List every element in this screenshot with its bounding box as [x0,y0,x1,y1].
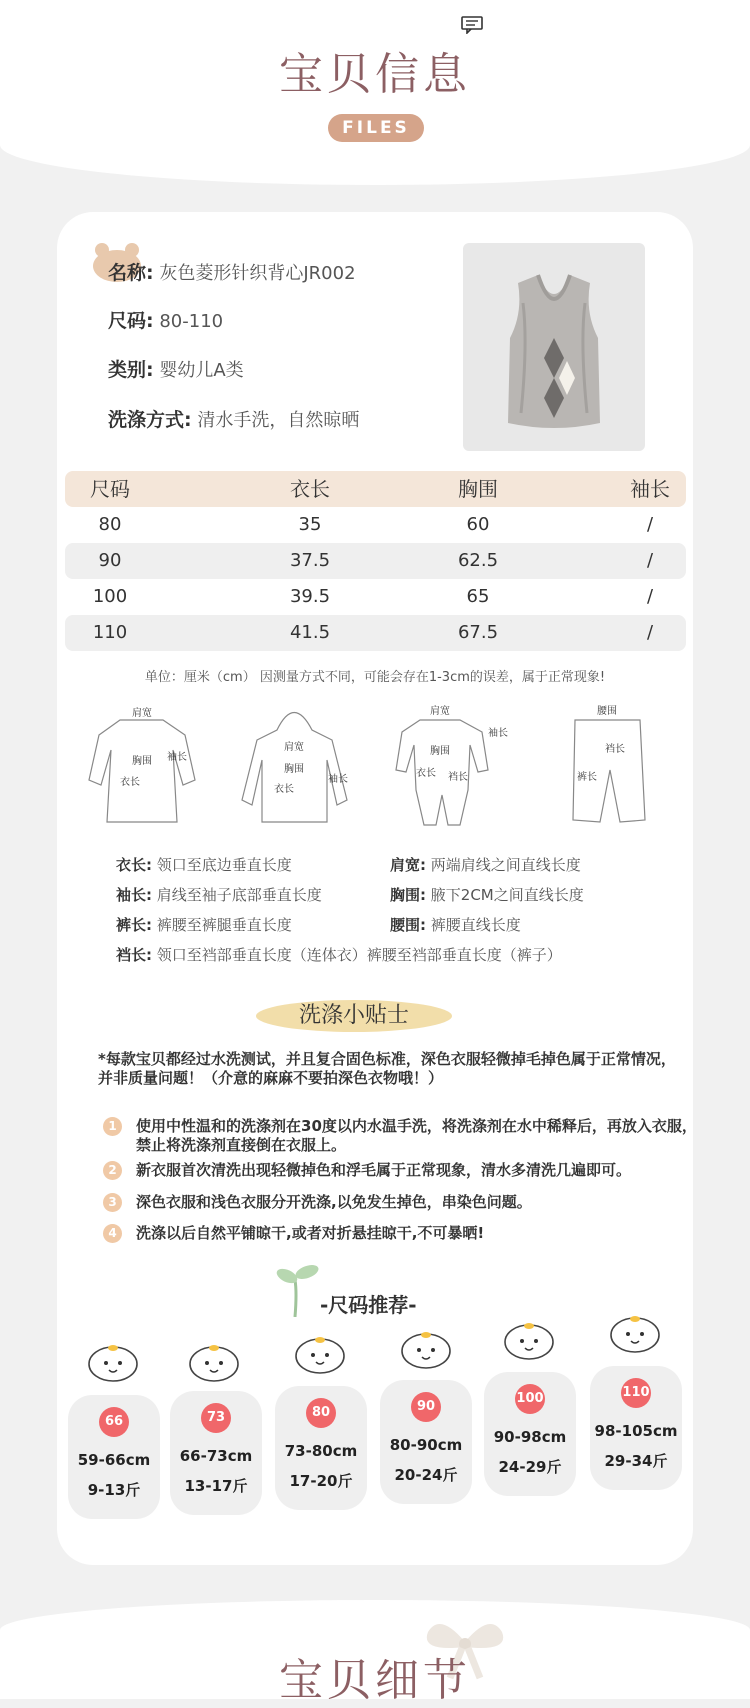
size-card-100[interactable] [484,1372,576,1496]
fig1-sleeve-label: 袖长 [167,752,187,763]
size-badge: 66 [99,1407,129,1437]
th-size: 尺码 [90,477,130,501]
sprout-icon [275,1262,325,1317]
cell: 110 [92,622,128,643]
size-height: 90-98cm [493,1428,567,1446]
tip-number: 2 [103,1161,122,1180]
th-length: 衣长 [290,477,330,501]
category-label: 类别: [108,359,154,381]
def-label: 裤长: [116,916,152,934]
info-category [108,355,244,382]
files-badge: FILES [328,114,424,142]
size-weight: 13-17斤 [184,1477,248,1495]
name-label: 名称: [108,262,154,284]
tip-text: 使用中性温和的洗涤剂在30度以内水温手洗，将洗涤剂在水中稀释后，再放入衣服，禁止将洗涤剂直接倒在衣服上。 [136,1117,697,1154]
tip-text: 新衣服首次清洗出现轻微掉色和浮毛属于正常现象，清水多清洗几遍即可。 [136,1161,632,1179]
size-value: 80-110 [159,311,224,332]
fig3-top-label: 肩宽 [430,706,450,717]
def-sleeve [116,884,322,905]
table-row [65,507,686,543]
measurement-note: 单位：厘米（cm） 因测量方式不同，可能会存在1-3cm的误差，属于正常现象! [144,670,606,685]
size-label: 尺码: [108,310,154,332]
cell: 67.5 [457,622,499,643]
def-text: 裤腰直线长度 [430,916,521,934]
size-height: 80-90cm [389,1436,463,1454]
cell: 41.5 [289,622,331,643]
fig1-chest-label: 胸围 [132,756,152,767]
romper-measure-figure [390,700,515,830]
fig2-length-label: 衣长 [274,784,294,795]
fig2-chest-label: 胸围 [284,764,304,775]
pants-measure-figure [565,700,655,830]
fig4-pants-label: 裤长 [577,772,597,783]
def-waist [390,914,521,935]
cell: 100 [92,586,128,607]
cell: 35 [298,514,322,535]
fig4-crotch-label: 裆长 [605,744,625,755]
cell: 60 [466,514,490,535]
def-label: 袖长: [116,886,152,904]
fig3-length-label: 衣长 [416,768,436,779]
size-card-66[interactable] [68,1395,160,1519]
def-text: 腋下2CM之间直线长度 [430,886,584,904]
size-badge: 90 [411,1392,441,1422]
info-wash [108,405,359,432]
baby-face-icon [503,1321,555,1361]
size-weight: 29-34斤 [604,1452,668,1470]
page-title: 宝贝信息 [279,49,471,100]
size-weight: 24-29斤 [498,1458,562,1476]
info-name [108,258,356,285]
cell: 80 [98,514,122,535]
table-header [65,471,686,507]
fig3-chest-label: 胸围 [430,746,450,757]
def-text: 裤腰至裤腿垂直长度 [156,916,292,934]
product-image[interactable] [463,243,645,451]
cell: 37.5 [289,550,331,571]
def-label: 裆长: [116,946,152,964]
message-icon[interactable] [461,16,483,34]
size-badge: 100 [515,1384,545,1414]
def-text: 领口至裆部垂直长度（连体衣）裤腰至裆部垂直长度（裤子） [156,946,562,964]
table-row [65,615,686,651]
size-card-73[interactable] [170,1391,262,1515]
size-recommend-title: -尺码推荐- [320,1293,417,1317]
def-label: 胸围: [390,886,426,904]
tip-number: 1 [103,1117,122,1136]
info-size [108,306,223,333]
tips-intro: *每款宝贝都经过水洗测试，并且复合固色标准，深色衣服轻微掉毛掉色属于正常情况，并非质量问题！（介意的麻麻不要拍深色衣物哦！） [98,1050,676,1087]
jacket-measure-figure [232,700,357,830]
wash-label: 洗涤方式: [108,409,192,431]
fig1-length-label: 衣长 [120,777,140,788]
size-height: 66-73cm [179,1447,253,1465]
def-text: 两端肩线之间直线长度 [430,856,581,874]
category-value: 婴幼儿A类 [159,360,244,381]
def-label: 腰围: [390,916,426,934]
table-row [65,579,686,615]
cell: 62.5 [457,550,499,571]
vest-illustration [463,243,645,451]
cell: 39.5 [289,586,331,607]
fig3-sleeve-label: 袖长 [488,728,508,739]
wash-value: 清水手洗，自然晾晒 [197,410,360,431]
baby-face-icon [294,1335,346,1375]
size-badge: 110 [621,1378,651,1408]
baby-face-icon [400,1330,452,1370]
fig1-top-label: 肩宽 [132,708,152,719]
cell: / [646,550,654,571]
size-table [65,471,686,651]
size-card-110[interactable] [590,1366,682,1490]
fig4-top-label: 腰围 [597,706,617,717]
tips-title: 洗涤小贴士 [298,1003,409,1028]
size-weight: 9-13斤 [87,1481,141,1499]
size-card-90[interactable] [380,1380,472,1504]
size-weight: 20-24斤 [394,1466,458,1484]
size-weight: 17-20斤 [289,1472,353,1490]
def-text: 肩线至袖子底部垂直长度 [156,886,322,904]
def-crotch [116,944,562,965]
def-pants [116,914,292,935]
cell: 65 [466,586,490,607]
size-badge: 73 [201,1403,231,1433]
def-label: 衣长: [116,856,152,874]
tip-number: 4 [103,1224,122,1243]
cell: 90 [98,550,122,571]
def-shoulder [390,854,581,875]
fig2-sleeve-label: 袖长 [328,774,348,785]
dress-measure-figure [85,700,200,830]
table-row [65,543,686,579]
baby-face-icon [609,1314,661,1354]
cell: / [646,622,654,643]
size-badge: 80 [306,1398,336,1428]
fig3-crotch-label: 裆长 [448,772,468,783]
cell: / [646,586,654,607]
cell: / [646,514,654,535]
size-card-80[interactable] [275,1386,367,1510]
def-chest [390,884,584,905]
def-length [116,854,292,875]
tip-text: 深色衣服和浅色衣服分开洗涤,以免发生掉色，串染色问题。 [136,1193,532,1211]
def-text: 领口至底边垂直长度 [156,856,292,874]
baby-face-icon [87,1343,139,1383]
details-title: 宝贝细节 [279,1655,471,1706]
size-height: 98-105cm [594,1422,678,1440]
th-sleeve: 袖长 [630,477,670,501]
size-height: 59-66cm [77,1451,151,1469]
name-value: 灰色菱形针织背心JR002 [159,263,356,284]
tip-number: 3 [103,1193,122,1212]
size-height: 73-80cm [284,1442,358,1460]
fig2-top-label: 肩宽 [284,742,304,753]
baby-face-icon [188,1343,240,1383]
th-chest: 胸围 [458,477,498,501]
def-label: 肩宽: [390,856,426,874]
tip-text: 洗涤以后自然平铺晾干,或者对折悬挂晾干,不可暴晒! [136,1224,485,1242]
